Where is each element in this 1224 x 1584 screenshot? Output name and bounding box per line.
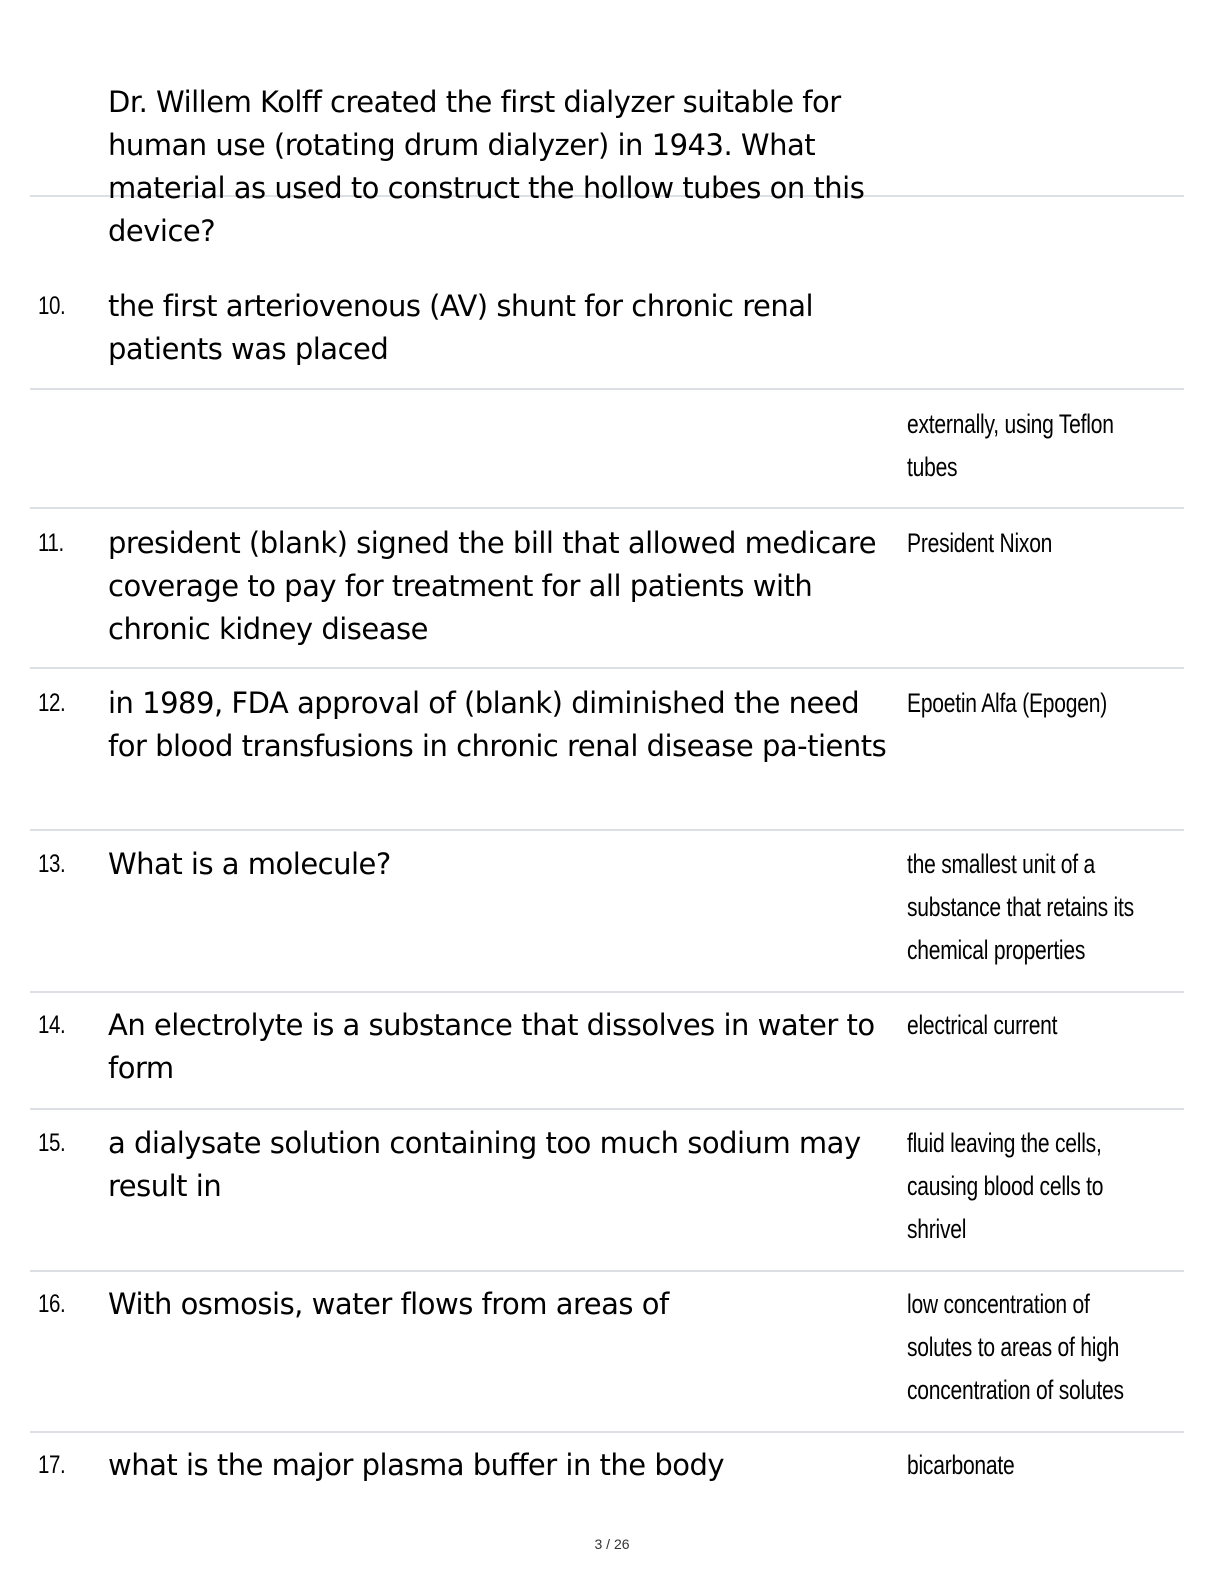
answer-text: externally, using Teflon tubes	[907, 409, 1114, 482]
card-number: 17.	[38, 1451, 66, 1479]
card-number: 12.	[38, 689, 66, 717]
answer-text: Epoetin Alfa (Epogen)	[907, 688, 1107, 718]
answer-text: electrical current	[907, 1010, 1058, 1040]
row-divider	[30, 829, 1184, 831]
question-text: With osmosis, water flows from areas of	[108, 1287, 669, 1321]
row-divider	[30, 507, 1184, 509]
row-divider	[30, 388, 1184, 390]
row-divider	[30, 667, 1184, 669]
row-divider	[30, 1108, 1184, 1110]
row-divider	[30, 1431, 1184, 1433]
card-number: 14.	[38, 1011, 66, 1039]
answer-text: low concentration of solutes to areas of high concentration of solutes	[907, 1289, 1124, 1405]
question-text: An electrolyte is a substance that dissolves in water to form	[108, 1008, 875, 1085]
card-number: 10.	[38, 292, 66, 320]
question-text: the first arteriovenous (AV) shunt for chronic renal patients was placed	[108, 289, 814, 366]
card-number: 11.	[38, 529, 64, 557]
row-divider	[30, 991, 1184, 993]
card-number: 16.	[38, 1290, 66, 1318]
question-text: What is a molecule?	[108, 847, 391, 881]
answer-text: the smallest unit of a substance that retains its chemical properties	[907, 849, 1134, 965]
question-text: what is the major plasma buffer in the body	[108, 1448, 725, 1482]
page-indicator: 3 / 26	[594, 1536, 630, 1552]
question-text: Dr. Willem Kolff created the first dialyzer suitable for human use (rotating drum dialyzer) in 1943. What material as used to construct the hollow tubes on this device?	[108, 85, 865, 248]
answer-text: fluid leaving the cells, causing blood cells to shrivel	[907, 1128, 1104, 1244]
answer-text: bicarbonate	[907, 1450, 1015, 1480]
question-text: in 1989, FDA approval of (blank) diminished the need for blood transfusions in chronic renal disease pa-tients	[108, 686, 887, 763]
row-divider	[30, 1270, 1184, 1272]
card-number: 13.	[38, 850, 66, 878]
question-text: a dialysate solution containing too much sodium may result in	[108, 1126, 861, 1203]
card-number: 15.	[38, 1129, 66, 1157]
answer-text: President Nixon	[907, 528, 1053, 558]
question-text: president (blank) signed the bill that allowed medicare coverage to pay for treatment for all patients with chronic kidney disease	[108, 526, 877, 646]
